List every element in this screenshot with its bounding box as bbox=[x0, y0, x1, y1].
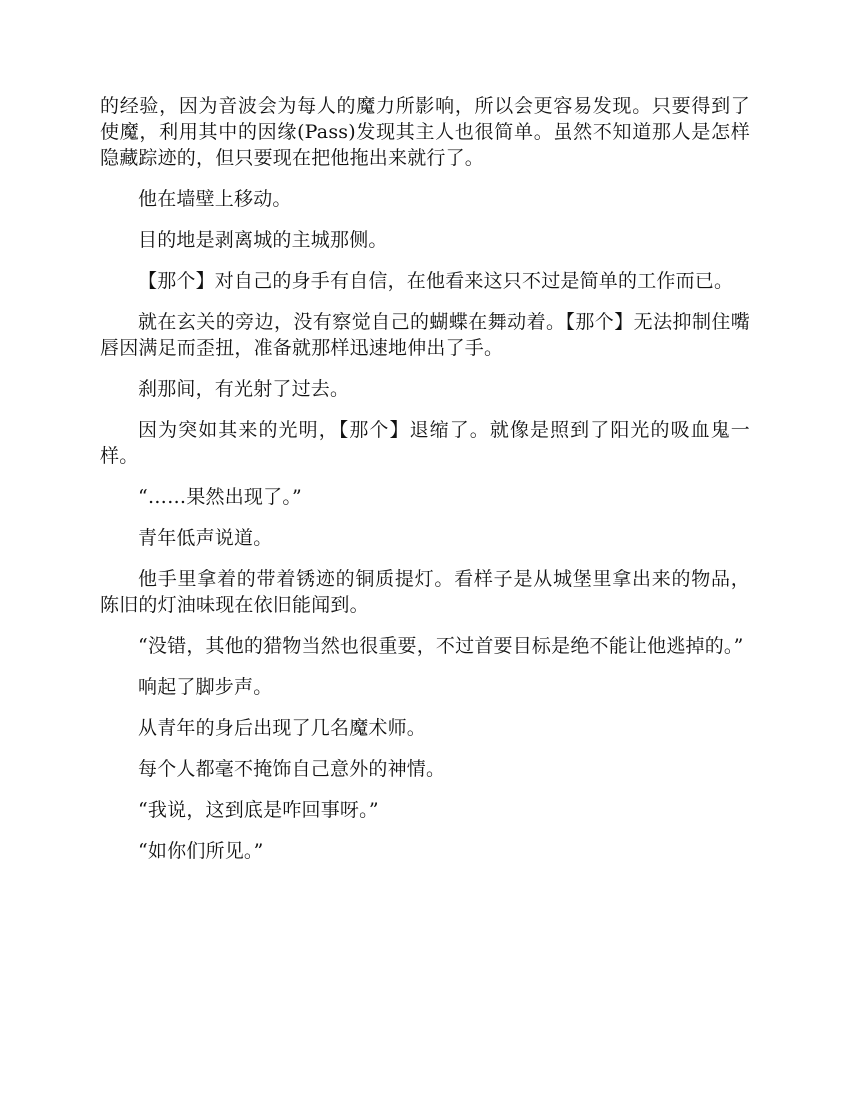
document-page bbox=[100, 93, 750, 879]
paragraph: 他手里拿着的带着锈迹的铜质提灯。看样子是从城堡里拿出来的物品，陈旧的灯油味现在依旧能闻到。 bbox=[100, 568, 750, 616]
paragraph-continuation: 的经验，因为音波会为每人的魔力所影响，所以会更容易发现。只要得到了使魔，利用其中的因缘(Pass)发现其主人也很简单。虽然不知道那人是怎样隐藏踪迹的，但只要现在把他拖出来就行了。 bbox=[100, 95, 750, 169]
paragraph: 每个人都毫不掩饰自己意外的神情。 bbox=[138, 758, 446, 780]
paragraph: 青年低声说道。 bbox=[138, 527, 273, 549]
paragraph: 【那个】对自己的身手有自信，在他看来这只不过是简单的工作而已。 bbox=[138, 270, 734, 292]
dialogue-line: “……果然出现了。” bbox=[138, 486, 302, 508]
paragraph: 目的地是剥离城的主城那侧。 bbox=[138, 229, 388, 251]
paragraph: 从青年的身后出现了几名魔术师。 bbox=[138, 717, 427, 739]
paragraph: 刹那间，有光射了过去。 bbox=[138, 378, 350, 400]
paragraph: 响起了脚步声。 bbox=[138, 676, 273, 698]
paragraph: 就在玄关的旁边，没有察觉自己的蝴蝶在舞动着。【那个】无法抑制住嘴唇因满足而歪扭，准备就那样迅速地伸出了手。 bbox=[100, 311, 750, 359]
dialogue-line: “没错，其他的猎物当然也很重要，不过首要目标是绝不能让他逃掉的。” bbox=[138, 635, 744, 657]
dialogue-line: “我说，这到底是咋回事呀。” bbox=[138, 799, 379, 821]
paragraph: 因为突如其来的光明，【那个】退缩了。就像是照到了阳光的吸血鬼一样。 bbox=[100, 419, 750, 467]
paragraph: 他在墙壁上移动。 bbox=[138, 188, 292, 210]
dialogue-line: “如你们所见。” bbox=[138, 840, 264, 862]
